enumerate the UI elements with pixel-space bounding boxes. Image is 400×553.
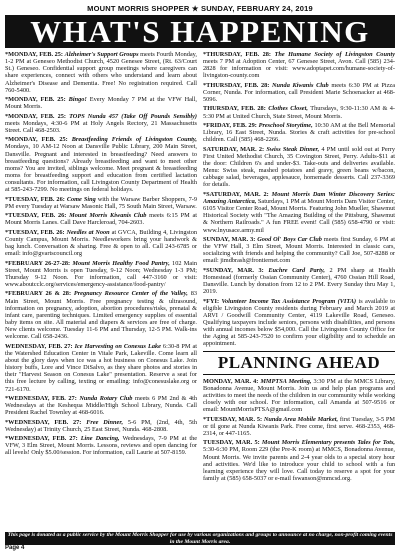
event-item [5, 212, 197, 226]
event-item [203, 378, 395, 414]
planning-ahead-events [203, 378, 395, 483]
event-date: *SATURDAY, MAR. 2: [203, 190, 269, 198]
event-date: *WEDNESDAY, FEB. 27: [5, 394, 77, 402]
event-item [5, 419, 197, 433]
left-column [5, 51, 197, 517]
event-date: TUESDAY, MAR. 5: [203, 439, 260, 447]
event-description: 4 PM until sold out at Perry First United Methodist Church, 35 Covington Street, Perry. Adults-$11 at the door: Children 6's and under-$3. Take-outs and deliveries available. Menu: Swiss steak, mashed potatoes and gravy, green beans w/bacon, cabbage salad, beverages, applesauce, homemade desserts. Call 237-3369 for details. [203, 145, 395, 189]
event-description: 5-6 PM, (2nd, 4th, 5th Wednesday) at Trinity Church, 25 East Street, Nunda. 468-2808. [5, 418, 197, 433]
event-date: *WEDNESDAY, FEB. 27: [5, 418, 82, 426]
event-description: meets Mondays, 4:30-6 PM at Holy Angels Rectory, 21 Massachusetts Street. Call 468-2503. [5, 119, 197, 134]
event-title: Free Dinner, [86, 418, 124, 426]
event-title: Pregnancy Resource Center of the Valley, [73, 290, 188, 298]
event-date: *WEDNESDAY, FEB. 27: [5, 435, 78, 443]
planning-ahead-title: PLANNING AHEAD [203, 351, 395, 375]
event-date: THURSDAY, FEB. 28: [203, 105, 266, 113]
masthead: MOUNT MORRIS SHOPPER ★ SUNDAY, FEBRUARY 24, 2019 [87, 4, 313, 13]
event-item [5, 113, 197, 134]
event-description: with the Warsaw Barber Shoppers, 7-9 PM every Tuesday at Warsaw Masonic Hall, 75 South Main Street, Warsaw. [5, 195, 197, 210]
event-title: Mount Morris Dam Winter Discovery Series: Amazing Antarctica, [203, 190, 395, 205]
event-title: Nunda Area Mobile Market, [263, 415, 339, 423]
right-events [203, 51, 395, 348]
event-title: Mount Morris Elementary presents Tales for Tots, [261, 439, 395, 447]
event-date: *MONDAY, FEB. 25: [5, 112, 66, 120]
event-item [5, 395, 197, 416]
page-title: WHAT'S HAPPENING [5, 15, 395, 48]
event-date: *TUESDAY, MAR. 5: [203, 415, 263, 423]
event-description: 10:30 AM at the Bell Memorial Library, 16 East Street, Nunda. Stories & craft activities for pre-school children. Call (585) 468-2266. [203, 121, 395, 144]
event-title: Bingo! [68, 96, 87, 104]
event-title: Preschool Storytime, [258, 121, 313, 129]
event-date: SUNDAY, MAR. 3: [203, 235, 256, 243]
event-description: 102 Main Street, Mount Morris is open Tuesday, 9-12 Noon; Wednesday 1-3 PM; Thursday 9-12 Noon. For information, call 447-3160 or visit: www.aboutcclc.org/services/emergency-assistance/food-pantry/ [5, 259, 197, 288]
event-title: Mount Morris Kiwanis Club [69, 212, 147, 220]
event-item [5, 96, 197, 110]
event-item [5, 136, 197, 193]
event-title: Clothes Closet, [268, 105, 308, 113]
footer-note: This page is donated as a public service by the Mount Morris Shopper for use by various organizations and groups to announce at no charge, non-profit coming events in the Mount Morris area. [5, 532, 395, 545]
event-date: *FEBRUARY 26 & 28: [5, 290, 72, 298]
event-item [5, 290, 197, 340]
event-date: *THURSDAY, FEB. 28: [203, 81, 270, 89]
event-description: meets first Sunday, 6 PM at the VFW Hall, 3 Elm Street, Mount Morris. Interested in classic cars, socializing with friends and helping the community? Call Joe, 507-8288 or email: jimdbrash@frontiernet.com [203, 235, 395, 265]
event-item [5, 343, 197, 393]
event-title: Nunda Kiwanis Club [272, 81, 329, 89]
event-description: meets 7 PM at Adoption Center, 67 Genesee Street, Avon. Call (585) 234-2828 for information or visit: www.adoptapet.com/humane-society-of-livingston-county.com [203, 58, 395, 80]
event-description: is available to eligible Livingston County residents during February and March 2019 at ARVI / Goodwill Community Center, 4119 Lakeville Road, Geneseo. Qualifying taxpayers include seniors, persons with disabilities, and persons with annual incomes below $54,000. Call the Livingston County Office for the Aging at 585-243-7520 to confirm your eligibility and to schedule an appointment. [203, 297, 395, 348]
event-title: Swiss Steak Dinner, [266, 145, 320, 153]
event-description: Mondays, 10 AM-12 Noon at Dansville Public Library, 200 Main Street, Dansville. Pregnant and interested in breastfeeding? Need answers to breastfeeding questions? Already breastfeeding and want to meet other moms? You are invited, siblings welcome. Meet pregnant & breastfeeding moms for breastfeeding support and education from certified lactation consultants. For information, call Livingston County Department of Health at 585-243-7299. No meetings on federal holidays. [5, 143, 197, 194]
event-date: *SUNDAY, MAR. 3: [203, 266, 264, 274]
event-date: *TUESDAY, FEB. 26: [5, 195, 65, 203]
event-date: MONDAY, MAR. 4: [203, 377, 259, 385]
event-date: *MONDAY, FEB. 25: [5, 136, 68, 144]
event-description: 83 Main Street, Mount Morris. Free pregnancy testing & ultrasound, information on pregnancy, adoption, abortion procedures/risks, prenatal & infant care, parenting techniques. Limited emergency supplies of essential baby items on site. All material and diapers & services are free of charge. New clients welcome. Tuesday 11-6 PM and Thursday, 12-5 PM. Walk-ins welcome. Call 658-2436. [5, 290, 197, 341]
event-description: 6:30-8 PM at the Watershed Education Center in Vitale Park, Lakeville. Come learn all about the glory days when ice was a hot business on Conesus Lake. Join history buffs, Lore and Vince DiSalvo, as they share photos and stories in their "Harvest Season on Conesus Lake" presentation. Reserve a seat for this free lecture by calling, texting or emailing: info@conesuslake.org or 721-6170. [5, 342, 197, 393]
event-description: 3:30 PM at the MMCS Library, Bonadonna Avenue, Mount Morris. Join us and help plan programs and activities to meet the needs of the children in our community while working closely with our school. For information, call Amanda at 507-9516 or email: MountMorrisPTSA@gmail.com [203, 377, 395, 414]
event-description: 2 PM sharp at Health Homestead (formerly Ossian Community Center), 4760 Ossian Hill Road, Dansville. Lunch by donation from 12 to 2 PM. Every Sunday thru May 1, 2019. [203, 266, 395, 296]
event-item [5, 196, 197, 210]
event-item [203, 146, 395, 189]
event-description: 5:30-6:30 PM, Room 229 (the Pre-K room) at MMCS, Bonadonna Avenue, Mount Morris. We invite parents and 2-4 year olds to a special story hour and activities. We'd like to introduce your child to school with a fun learning experience they will love. Call today to reserve a spot for your family at (585) 658-5037 or e-mail fswanson@mmcsd.org. [203, 446, 395, 482]
event-description: meets Fourth Monday, 1-2 PM at Geneseo Methodist Church, 4520 Genesee Street, (Rt. 63/Court St.) Geneseo. Confidential support group meetings where caregivers can share experiences, connect with others who understand and learn about Alzheimer's Disease and Dementia. Free! No registration required. Call 760-5400. [5, 51, 197, 94]
right-column [203, 51, 395, 517]
event-date: SATURDAY, MAR. 2: [203, 145, 265, 153]
event-item [5, 51, 197, 94]
event-title: MMPTSA Meeting, [260, 377, 312, 385]
event-description: first Tuesday, 3-5 PM or til gone at Nunda Kiwanis Park. Free come, first serve. 468-2353, 468-2314, or 447-1165. [203, 415, 395, 437]
event-description: Wednesdays, 7-9 PM at the VFW, 3 Elm Street, Mount Morris. Lessons, reviews and open dancing for all levels! Only $5.00/session. For information, call Laurie at 507-8159. [5, 435, 197, 457]
event-item [203, 82, 395, 103]
event-item [203, 416, 395, 437]
event-date: *MONDAY, FEB. 25: [5, 51, 64, 58]
event-date: *THURSDAY, FEB. 28: [203, 51, 272, 58]
event-date: *TUESDAY, FEB. 26: [5, 212, 67, 220]
event-title: Good Ol' Boys Car Club [257, 235, 322, 243]
event-item [203, 122, 395, 143]
event-date: *FEBRUARY 26-27-28: [5, 259, 71, 267]
event-item [203, 105, 395, 119]
event-title: TOPS Nunda 457 (Take Off Pounds Sensibly) [69, 112, 197, 120]
event-description: meets 6:30 PM at Pizza Corner, Nunda. For information, call President Marie Schoenacker at 468-5096. [203, 81, 395, 104]
event-description: meets 6:15 PM at Mount Morris Lanes. Call Dave Harcleroad, 704-2603. [5, 212, 197, 227]
page-number: Page 4 [5, 545, 25, 551]
event-description: Saturdays, 1 PM at Mount Morris Dam Visitor Center, 6105 Visitor Center Road, Mount Morris. Featuring John Mueller, Shawmut Historical Society with "The Amazing Building of the Pittsburg, Shawmut & Northern Railroads." A fun FREE event! Call (585) 658-4790 or visit: www.lnyusace.army.mil [203, 197, 395, 234]
event-item [5, 260, 197, 289]
event-title: Euchre Card Party, [268, 266, 325, 274]
event-title: Needles at Noon [66, 228, 110, 236]
event-title: Breastfeeding Friends of Livingston County, [71, 136, 197, 144]
event-title: Ice Harvesting on Conesus Lake [74, 342, 161, 350]
events-columns [5, 51, 395, 517]
event-date: *FRIDAY, FEB. 29: [203, 121, 257, 129]
event-title: Nunda Rotary Club [79, 394, 133, 402]
event-description: at GVCA, Building 4, Livingston County Campus, Mount Morris. Needleworkers bring your handwork & bag lunch. Conversation & sharing. Free & open to all. Call 243-6785 or email: info@gvartscouncil.org [5, 228, 197, 258]
event-title: Mount Morris Healthy Food Pantry, [72, 259, 170, 267]
event-title: Come Sing [66, 195, 96, 203]
event-date: WEDNESDAY, FEB. 27: [5, 342, 73, 350]
event-description: meets 6 PM 2nd & 4th Wednesdays at the Keshequa Middle/High School Library, Nunda. Call President Rachel Townley at 468-6016. [5, 394, 197, 417]
event-description: Every Monday 7 PM at the VFW Hall, Mount Morris. [5, 96, 197, 111]
event-title: Volunteer Income Tax Assistance Program (VITA) [221, 297, 357, 305]
event-item [203, 236, 395, 265]
event-item [203, 439, 395, 482]
event-date: *FYI: [203, 297, 220, 305]
event-item [5, 435, 197, 456]
event-description: Thursdays, 9:30-11:30 AM & 4-5:30 PM at United Church, State Street, Mount Morris. [203, 105, 395, 120]
event-title: Alzheimer's Support Groups [64, 51, 139, 58]
event-date: *MONDAY, FEB. 25: [5, 96, 66, 104]
event-date: *TUESDAY, FEB. 26: [5, 228, 65, 236]
event-title: The Humane Society of Livingston County [274, 51, 395, 58]
event-item [203, 51, 395, 80]
event-title: Line Dancing, [80, 435, 120, 443]
event-item [203, 191, 395, 234]
event-item [203, 298, 395, 348]
event-item [5, 229, 197, 258]
event-item [203, 267, 395, 296]
